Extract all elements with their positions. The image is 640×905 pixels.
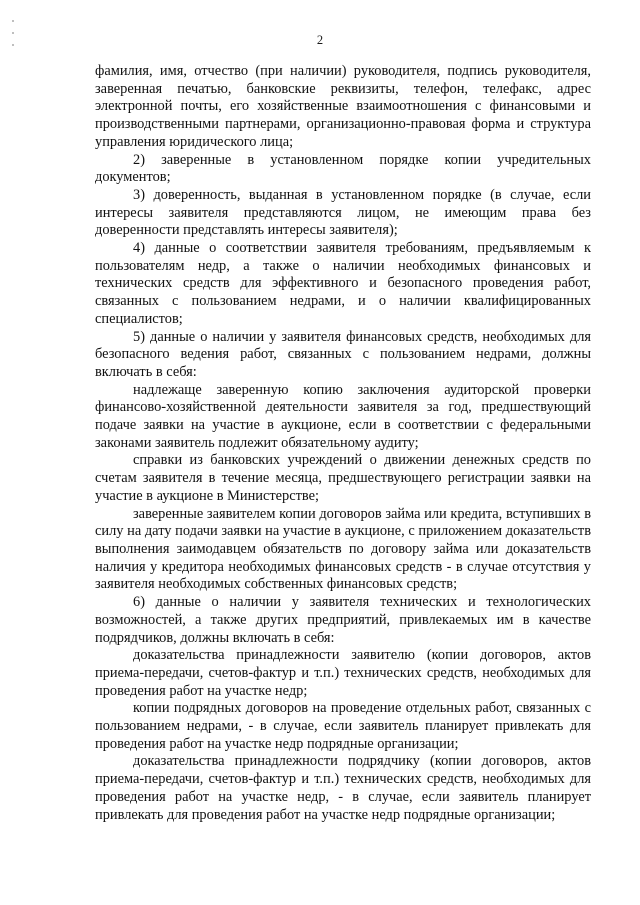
paragraph-1: фамилия, имя, отчество (при наличии) руководителя, подпись руководителя, заверенная печатью, банковские реквизиты, телефон, телефакс, адрес электронной почты, его хозяйственные взаимоотношения с финансовыми и производственными партнерами, организационно-правовая форма и структура управления юридического лица; bbox=[95, 63, 591, 150]
paragraph-12: доказательства принадлежности подрядчику (копии договоров, актов приема-передачи, счетов-фактур и т.п.) технических средств, необходимых для проведения работ на участке недр, - в случае, если заявитель планирует привлекать для проведения работ на участке недр подрядные организации; bbox=[95, 753, 591, 823]
paragraph-10: доказательства принадлежности заявителю (копии договоров, актов приема-передачи, счетов-фактур и т.п.) технических средств, необходимых для проведения работ на участке недр; bbox=[95, 647, 591, 699]
paragraph-8: заверенные заявителем копии договоров займа или кредита, вступивших в силу на дату подачи заявки на участие в аукционе, с приложением доказательств выполнения заимодавцем обязательств по договору займа или доказательств наличия у кредитора необходимых финансовых средств - в случае отсутствия у заявителя необходимых собственных финансовых средств; bbox=[95, 505, 591, 593]
document-body bbox=[95, 63, 591, 824]
paragraph-7: справки из банковских учреждений о движении денежных средств по счетам заявителя в течение месяца, предшествующего регистрации заявки на участие в аукционе в Министерстве; bbox=[95, 452, 591, 504]
paragraph-4: 4) данные о соответствии заявителя требованиям, предъявляемым к пользователям недр, а также о наличии необходимых финансовых и технических средств для эффективного и безопасного проведения работ, связанных с пользованием недрами, и о наличии квалифицированных специалистов; bbox=[95, 240, 591, 327]
paragraph-11: копии подрядных договоров на проведение отдельных работ, связанных с пользованием недрами, - в случае, если заявитель планирует привлекать для проведения работ на участке недр подрядные организации; bbox=[95, 700, 591, 752]
paragraph-2: 2) заверенные в установленном порядке копии учредительных документов; bbox=[95, 151, 591, 186]
page-number: 2 bbox=[316, 33, 324, 47]
paragraph-3: 3) доверенность, выданная в установленном порядке (в случае, если интересы заявителя представляются лицом, не имеющим права без доверенности представлять интересы заявителя); bbox=[95, 186, 591, 239]
paragraph-5: 5) данные о наличии у заявителя финансовых средств, необходимых для безопасного ведения работ, связанных с пользованием недрами, должны включать в себя: bbox=[95, 328, 591, 380]
paragraph-9: 6) данные о наличии у заявителя технических и технологических возможностей, а также других предприятий, привлекаемых им в качестве подрядчиков, должны включать в себя: bbox=[95, 594, 591, 646]
paragraph-6: надлежаще заверенную копию заключения аудиторской проверки финансово-хозяйственной деятельности заявителя за год, предшествующий подаче заявки на участие в аукционе, если в соответствии с федеральными законами заявитель подлежит обязательному аудиту; bbox=[95, 381, 591, 451]
